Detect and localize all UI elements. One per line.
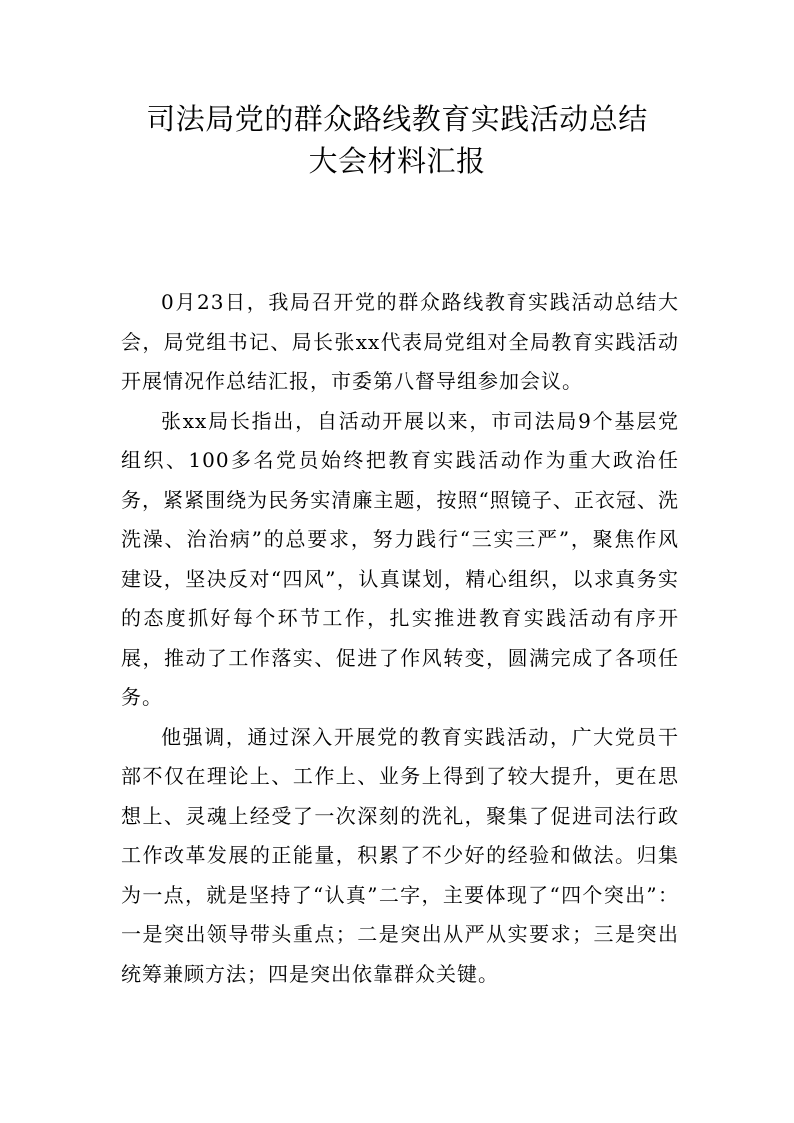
title-line-2: 大会材料汇报 [308,144,486,178]
document-body [121,283,679,994]
paragraph-2: 张xx局长指出，自活动开展以来，市司法局9个基层党组织、100多名党员始终把教育实践活动作为重大政治任务，紧紧围绕为民务实清廉主题，按照“照镜子、正衣冠、洗洗澡、治治病”的总要求，努力践行“三实三严”，聚焦作风建设，坚决反对“四风”，认真谋划，精心组织，以求真务实的态度抓好每个环节工作，扎实推进教育实践活动有序开展，推动了工作落实、促进了作风转变，圆满完成了各项任务。 [121,408,679,709]
document-title [100,98,694,182]
title-line-1: 司法局党的群众路线教育实践活动总结 [146,102,648,136]
paragraph-3: 他强调，通过深入开展党的教育实践活动，广大党员干部不仅在理论上、工作上、业务上得到了较大提升，更在思想上、灵魂上经受了一次深刻的洗礼，聚集了促进司法行政工作改革发展的正能量，积累了不少好的经验和做法。归集为一点，就是坚持了“认真”二字，主要体现了“四个突出”：一是突出领导带头重点；二是突出从严从实要求；三是突出统筹兼顾方法；四是突出依靠群众关键。 [121,724,679,986]
paragraph-1: 0月23日，我局召开党的群众路线教育实践活动总结大会，局党组书记、局长张xx代表局党组对全局教育实践活动开展情况作总结汇报，市委第八督导组参加会议。 [121,290,679,393]
